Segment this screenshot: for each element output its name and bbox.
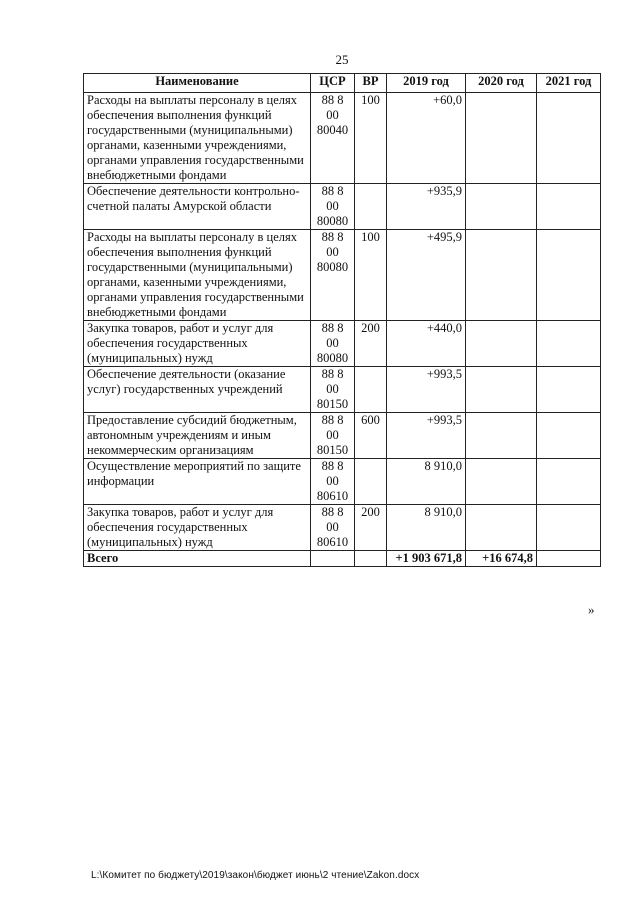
row-vr	[355, 184, 387, 230]
row-2019: +935,9	[387, 184, 466, 230]
row-2020	[466, 230, 537, 321]
row-2021	[537, 230, 601, 321]
row-2021	[537, 93, 601, 184]
row-csr: 88 8 00 80040	[311, 93, 355, 184]
row-name: Расходы на выплаты персоналу в целях обеспечения выполнения функций государственными (муниципальными) органами, казенными учреждениями, органами управления государственными внебюджетными фондами	[84, 93, 311, 184]
row-2019: +993,5	[387, 413, 466, 459]
closing-quote: »	[588, 602, 595, 617]
row-vr: 100	[355, 93, 387, 184]
column-header-csr: ЦСР	[311, 74, 355, 93]
page-number: 25	[335, 52, 349, 67]
row-2019: 8 910,0	[387, 459, 466, 505]
column-header-2021: 2021 год	[537, 74, 601, 93]
row-csr: 88 8 00 80610	[311, 459, 355, 505]
budget-table	[83, 73, 601, 567]
row-2020	[466, 367, 537, 413]
row-2019: +495,9	[387, 230, 466, 321]
row-2021	[537, 367, 601, 413]
row-2020	[466, 413, 537, 459]
row-2020	[466, 459, 537, 505]
row-csr: 88 8 00 80150	[311, 413, 355, 459]
column-header-2020: 2020 год	[466, 74, 537, 93]
row-csr: 88 8 00 80080	[311, 321, 355, 367]
row-2021	[537, 413, 601, 459]
row-2020	[466, 321, 537, 367]
table-row	[84, 230, 601, 321]
table-row	[84, 413, 601, 459]
table-row	[84, 505, 601, 551]
total-csr	[311, 551, 355, 567]
row-vr	[355, 367, 387, 413]
table-row	[84, 459, 601, 505]
row-csr: 88 8 00 80080	[311, 184, 355, 230]
total-2019: +1 903 671,8	[387, 551, 466, 567]
total-2020: +16 674,8	[466, 551, 537, 567]
row-name: Расходы на выплаты персоналу в целях обеспечения выполнения функций государственными (муниципальными) органами, казенными учреждениями, органами управления государственными внебюджетными фондами	[84, 230, 311, 321]
row-vr	[355, 459, 387, 505]
row-vr: 200	[355, 505, 387, 551]
table-row	[84, 321, 601, 367]
row-name: Обеспечение деятельности контрольно-счетной палаты Амурской области	[84, 184, 311, 230]
table-header-row	[84, 74, 601, 93]
row-2019: +60,0	[387, 93, 466, 184]
total-row	[84, 551, 601, 567]
row-name: Осуществление мероприятий по защите информации	[84, 459, 311, 505]
column-header-2019: 2019 год	[387, 74, 466, 93]
total-vr	[355, 551, 387, 567]
total-2021	[537, 551, 601, 567]
row-2021	[537, 505, 601, 551]
row-name: Закупка товаров, работ и услуг для обеспечения государственных (муниципальных) нужд	[84, 321, 311, 367]
total-label: Всего	[84, 551, 311, 567]
row-2021	[537, 459, 601, 505]
row-name: Предоставление субсидий бюджетным, автономным учреждениям и иным некоммерческим организациям	[84, 413, 311, 459]
table-row	[84, 367, 601, 413]
row-2020	[466, 184, 537, 230]
row-csr: 88 8 00 80610	[311, 505, 355, 551]
row-2021	[537, 321, 601, 367]
footer-file-path: L:\Комитет по бюджету\2019\закон\бюджет июнь\2 чтение\Zakon.docx	[91, 870, 420, 881]
row-vr: 600	[355, 413, 387, 459]
row-csr: 88 8 00 80080	[311, 230, 355, 321]
row-name: Обеспечение деятельности (оказание услуг) государственных учреждений	[84, 367, 311, 413]
table-row	[84, 184, 601, 230]
row-csr: 88 8 00 80150	[311, 367, 355, 413]
row-2020	[466, 93, 537, 184]
row-vr: 200	[355, 321, 387, 367]
row-name: Закупка товаров, работ и услуг для обеспечения государственных (муниципальных) нужд	[84, 505, 311, 551]
row-2019: +993,5	[387, 367, 466, 413]
table-row	[84, 93, 601, 184]
row-2021	[537, 184, 601, 230]
row-2019: 8 910,0	[387, 505, 466, 551]
row-vr: 100	[355, 230, 387, 321]
column-header-name: Наименование	[84, 74, 311, 93]
row-2019: +440,0	[387, 321, 466, 367]
column-header-vr: ВР	[355, 74, 387, 93]
row-2020	[466, 505, 537, 551]
